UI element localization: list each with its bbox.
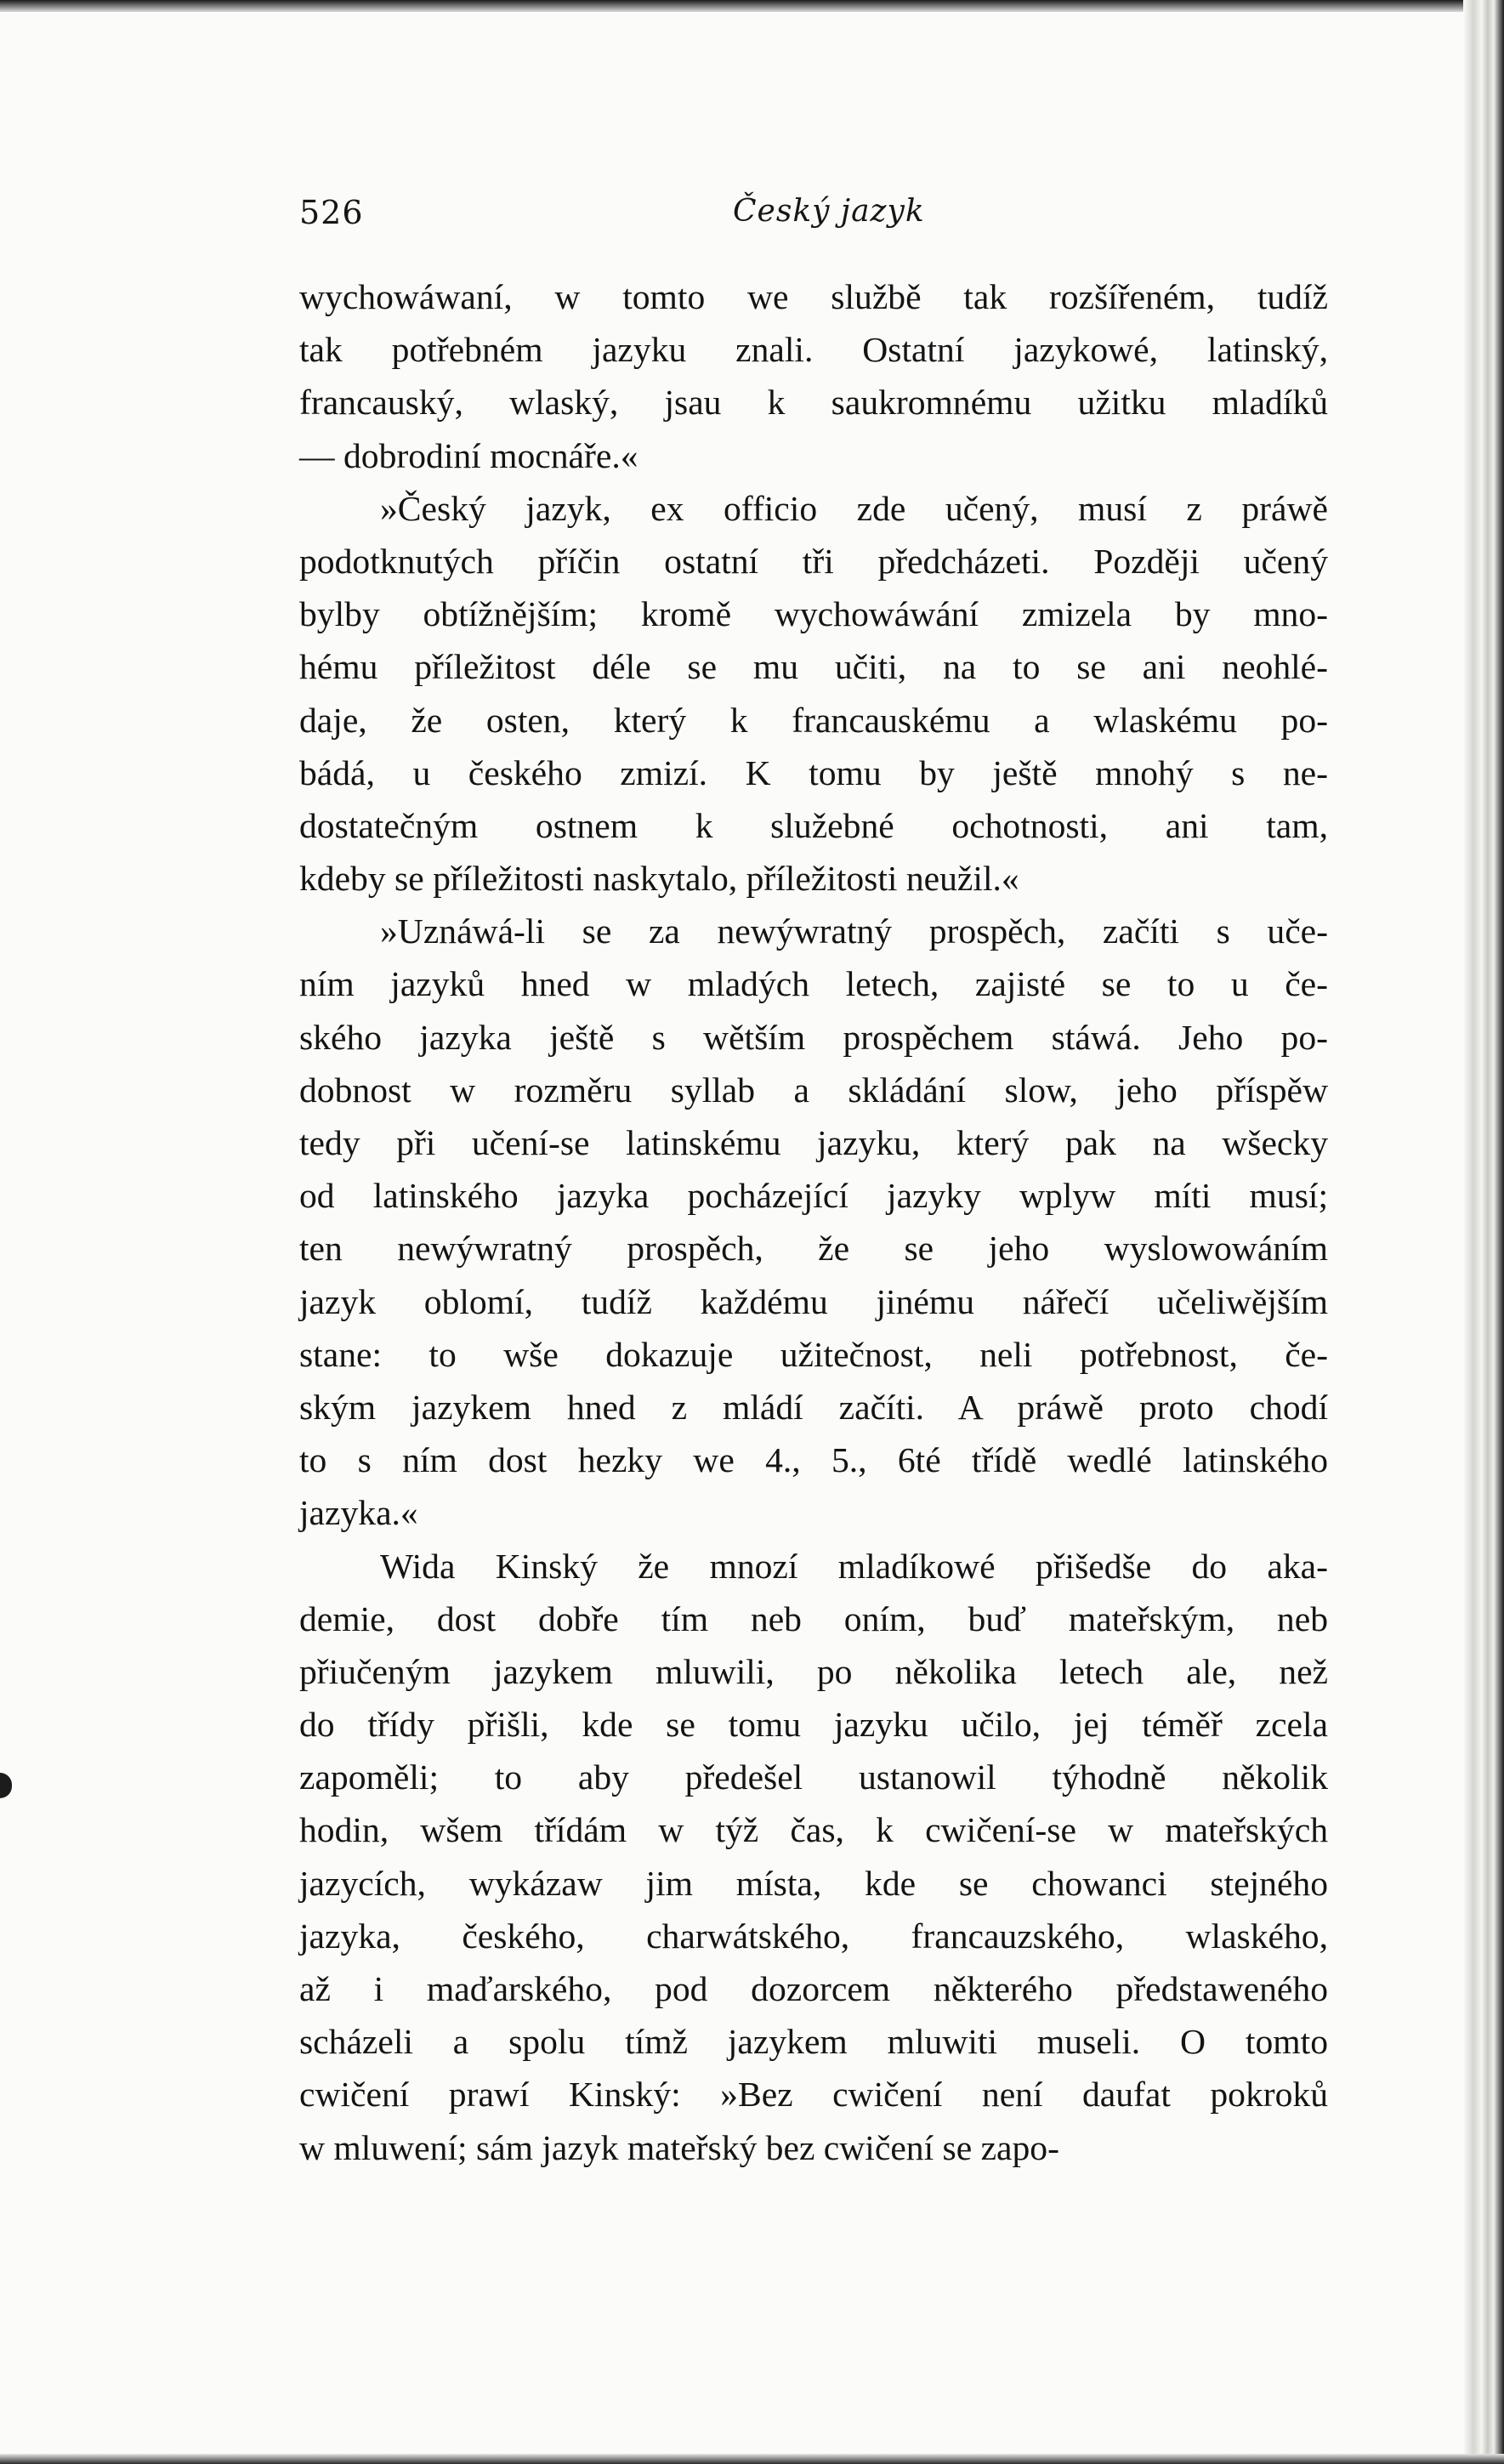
text-line: jazyka.« bbox=[299, 1493, 418, 1533]
text-line: demie, dost dobře tím neb oním, buď mateřským, neb bbox=[299, 1598, 1328, 1638]
text-line: Wida Kinský že mnozí mladíkowé přišedše do aka- bbox=[380, 1546, 1328, 1586]
text-line: to s ním dost hezky we 4., 5., 6té třídě wedlé latinského bbox=[299, 1440, 1328, 1480]
text-line: od latinského jazyka pocházející jazyky wplyw míti musí; bbox=[299, 1176, 1328, 1216]
text-line: ten newýwratný prospěch, že se jeho wyslowowáním bbox=[299, 1229, 1328, 1269]
text-line: dobnost w rozměru syllab a skládání slow, jeho příspěw bbox=[299, 1070, 1328, 1110]
text-line: — dobrodiní mocnáře.« bbox=[299, 435, 638, 475]
running-head: Český jazyk bbox=[733, 194, 925, 229]
text-line: až i maďarského, pod dozorcem některého předstaweného bbox=[299, 1969, 1328, 2008]
text-line: wychowáwaní, w tomto we službě tak rozšířeném, tudíž bbox=[299, 277, 1328, 316]
text-line: jazyk oblomí, tudíž každému jinému nářečí učeliwějším bbox=[299, 1281, 1328, 1321]
text-line: stane: to wše dokazuje užitečnost, neli potřebnost, če- bbox=[299, 1334, 1328, 1374]
text-line: kdeby se příležitosti naskytalo, příležitosti neužil.« bbox=[299, 859, 1019, 899]
text-line: ním jazyků hned w mladých letech, zajisté se to u če- bbox=[299, 964, 1328, 1004]
text-line: jazyka, českého, charwátského, francauzského, wlaského, bbox=[299, 1916, 1328, 1956]
text-line: do třídy přišli, kde se tomu jazyku učilo, jej téměř zcela bbox=[299, 1705, 1328, 1745]
text-line: »Český jazyk, ex officio zde učený, musí z práwě bbox=[380, 488, 1328, 528]
text-line: daje, že osten, který k francauskému a wlaskému po- bbox=[299, 700, 1328, 740]
text-line: tak potřebném jazyku znali. Ostatní jazykowé, latinský, bbox=[299, 330, 1328, 370]
text-line: hému příležitost déle se mu učiti, na to se ani neohlé- bbox=[299, 647, 1328, 687]
page-left-mark bbox=[0, 1773, 12, 1798]
body-text bbox=[299, 270, 1328, 2174]
text-line: zapoměli; to aby předešel ustanowil týhodně několik bbox=[299, 1757, 1328, 1797]
page-bottom-edge bbox=[0, 2454, 1504, 2464]
text-line: přiučeným jazykem mluwili, po několika letech ale, než bbox=[299, 1651, 1328, 1691]
page-right-edge bbox=[1463, 0, 1504, 2464]
page-number: 526 bbox=[299, 194, 364, 231]
text-line: hodin, wšem třídám w týž čas, k cwičení-se w mateřských bbox=[299, 1810, 1328, 1850]
text-line: w mluwení; sám jazyk mateřský bez cwičení se zapo- bbox=[299, 2127, 1059, 2167]
text-line: bylby obtížnějším; kromě wychowáwání zmizela by mno- bbox=[299, 594, 1328, 634]
text-line: francauský, wlaský, jsau k saukromnému užitku mladíků bbox=[299, 383, 1328, 423]
text-line: cwičení prawí Kinský: »Bez cwičení není daufat pokroků bbox=[299, 2075, 1328, 2115]
text-line: bádá, u českého zmizí. K tomu by ještě mnohý s ne- bbox=[299, 752, 1328, 792]
text-line: dostatečným ostnem k služebné ochotnosti, ani tam, bbox=[299, 805, 1328, 845]
text-line: podotknutých příčin ostatní tři předcházeti. Později učený bbox=[299, 541, 1328, 581]
text-line: scházeli a spolu tímž jazykem mluwiti museli. O tomto bbox=[299, 2022, 1328, 2062]
page-header bbox=[299, 194, 1328, 245]
text-line: »Uznáwá-li se za newýwratný prospěch, začíti s uče- bbox=[380, 911, 1328, 951]
text-line: tedy při učení-se latinskému jazyku, který pak na wšecky bbox=[299, 1123, 1328, 1162]
text-line: ského jazyka ještě s wětším prospěchem stáwá. Jeho po- bbox=[299, 1017, 1328, 1057]
page-top-edge bbox=[0, 0, 1504, 12]
text-line: ským jazykem hned z mládí začíti. A práwě proto chodí bbox=[299, 1387, 1328, 1427]
text-line: jazycích, wykázaw jim místa, kde se chowanci stejného bbox=[299, 1863, 1328, 1903]
